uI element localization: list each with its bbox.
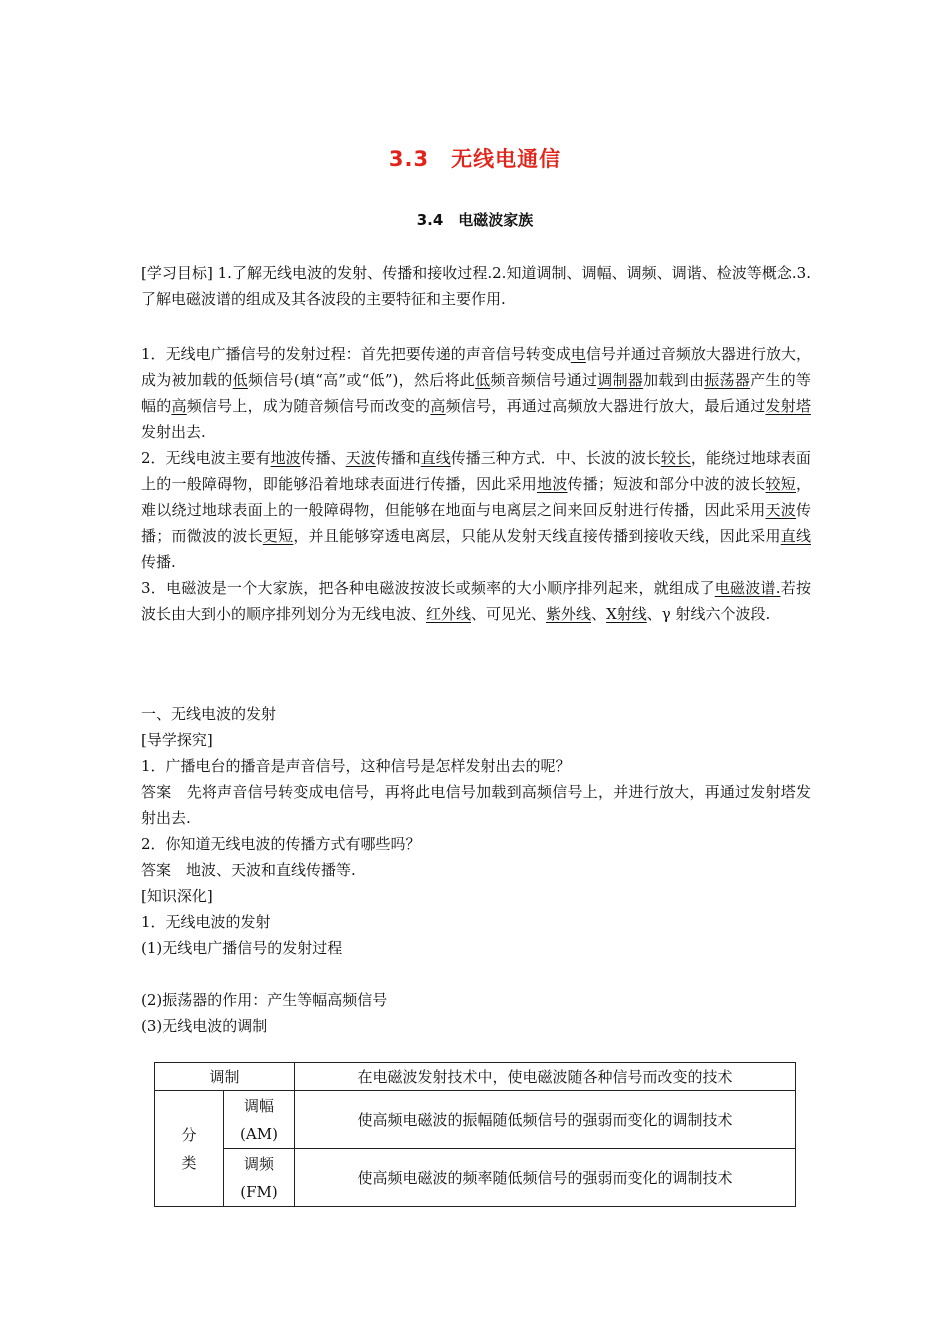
table-category-label: 分类: [181, 1125, 197, 1172]
text-run: 频音频信号通过: [490, 371, 598, 389]
fill-answer: 紫外线: [546, 605, 592, 623]
summary-paragraph-1: [141, 341, 811, 445]
modulation-table: [154, 1062, 796, 1207]
table-row: [155, 1149, 796, 1207]
table-cell-type: [224, 1091, 295, 1149]
fill-answer: 高: [171, 397, 187, 415]
question-2: 2．你知道无线电波的传播方式有哪些吗？: [141, 835, 421, 853]
text-run: 传播三种方式．中、长波的波长: [450, 449, 661, 467]
text-run: 频信号(填“高”或“低”)，然后将此: [247, 371, 476, 389]
section-heading: 一、无线电波的发射: [141, 705, 277, 723]
text-run: 频信号上，成为随音频信号而改变的: [186, 397, 431, 415]
table-category: [155, 1091, 224, 1207]
table-type-abbr: (FM): [240, 1182, 278, 1201]
knowledge-item-1: (1)无线电广播信号的发射过程: [141, 939, 343, 957]
knowledge-heading-1: 1．无线电波的发射: [141, 913, 271, 931]
fill-answer: X射线: [606, 605, 647, 623]
fill-answer: 天波: [345, 449, 376, 467]
fill-answer: 调制器: [597, 371, 644, 389]
table-cell-desc: 使高频电磁波的振幅随低频信号的强弱而变化的调制技术: [295, 1091, 796, 1149]
table-row: [155, 1091, 796, 1149]
text-run: 传播和: [375, 449, 421, 467]
fill-answer: 地波: [537, 475, 568, 493]
answer-1: 答案 先将声音信号转变成电信号，再将此电信号加载到高频信号上，并进行放大，再通过发射塔发射出去.: [141, 783, 811, 827]
fill-answer: 较长: [660, 449, 691, 467]
text-run: ，难以绕过地球表面上的一般障碍物，但能够在地面与电离层之间来回反射进行传播，因此采用: [141, 475, 811, 519]
fill-answer: 天波: [765, 501, 796, 519]
answer-2: 答案 地波、天波和直线传播等.: [141, 861, 356, 879]
guide-label: [导学探究]: [141, 731, 213, 749]
text-run: 1．无线电广播信号的发射过程：首先把要传递的声音信号转变成: [141, 345, 571, 363]
blank-spacer: [141, 961, 811, 987]
text-run: 产生的等幅的: [141, 371, 811, 415]
text-run: 频信号，再通过高频放大器进行放大，最后通过: [445, 397, 766, 415]
fill-answer: 电磁波谱.: [714, 579, 781, 597]
text-run: 、: [591, 605, 607, 623]
text-run: ，并且能够穿透电离层，只能从发射天线直接传播到接收天线，因此采用: [293, 527, 781, 545]
summary-section: [141, 341, 811, 627]
table-cell-type: [224, 1149, 295, 1207]
text-run: ，能绕过地球表面上的一般障碍物，即能够沿着地球表面进行传播，因此采用: [141, 449, 811, 493]
question-1: 1．广播电台的播音是声音信号，这种信号是怎样发射出去的呢？: [141, 757, 571, 775]
text-run: 2．无线电波主要有: [141, 449, 271, 467]
text-run: 传播、: [300, 449, 346, 467]
deepen-label: [知识深化]: [141, 887, 213, 905]
fill-answer: 地波: [270, 449, 301, 467]
fill-answer: 直线: [780, 527, 811, 545]
page-subtitle: 3.4 电磁波家族: [416, 211, 534, 229]
table-cell-desc: 使高频电磁波的频率随低频信号的强弱而变化的调制技术: [295, 1149, 796, 1207]
text-run: 、γ 射线六个波段.: [646, 605, 771, 623]
text-run: 加载到由: [643, 371, 705, 389]
fill-answer: 更短: [262, 527, 294, 545]
text-run: 传播.: [141, 553, 176, 571]
table-type-name: 调幅: [243, 1096, 274, 1115]
learning-goals-text: [学习目标] 1.了解无线电波的发射、传播和接收过程.2.知道调制、调幅、调频、调谐、检波等概念.3.了解电磁波谱的组成及其各波段的主要特征和主要作用.: [141, 264, 811, 308]
text-run: 发射出去.: [141, 423, 206, 441]
knowledge-item-2: (2)振荡器的作用：产生等幅高频信号: [141, 991, 388, 1009]
fill-answer: 低: [232, 371, 248, 389]
fill-answer: 振荡器: [704, 371, 751, 389]
summary-paragraph-2: [141, 445, 811, 575]
table-type-abbr: (AM): [240, 1124, 278, 1143]
fill-answer: 高: [430, 397, 446, 415]
fill-answer: 低: [475, 371, 491, 389]
fill-answer: 电: [570, 345, 586, 363]
learning-goals: [141, 260, 811, 312]
fill-answer: 较短: [765, 475, 796, 493]
summary-paragraph-3: [141, 575, 811, 627]
table-head-desc: 在电磁波发射技术中，使电磁波随各种信号而改变的技术: [295, 1063, 796, 1091]
fill-answer: 发射塔: [765, 397, 811, 415]
text-run: 、可见光、: [471, 605, 547, 623]
knowledge-item-3: (3)无线电波的调制: [141, 1017, 268, 1035]
table-row: [155, 1063, 796, 1091]
text-run: 信号并通过音频放大器进行放大，成为被加载的: [141, 345, 811, 389]
text-run: 传播；短波和部分中波的波长: [567, 475, 766, 493]
page-title: 3.3 无线电通信: [388, 147, 562, 171]
text-run: 3．电磁波是一个大家族，把各种电磁波按波长或频率的大小顺序排列起来，就组成了: [141, 579, 715, 597]
fill-answer: 直线: [420, 449, 451, 467]
section-emission: [141, 701, 811, 1039]
table-head-label: 调制: [155, 1063, 295, 1091]
text-run: 传播；而微波的波长: [141, 501, 811, 545]
table-type-name: 调频: [243, 1154, 274, 1173]
fill-answer: 红外线: [426, 605, 472, 623]
text-run: 若按波长由大到小的顺序排列划分为无线电波、: [141, 579, 811, 623]
